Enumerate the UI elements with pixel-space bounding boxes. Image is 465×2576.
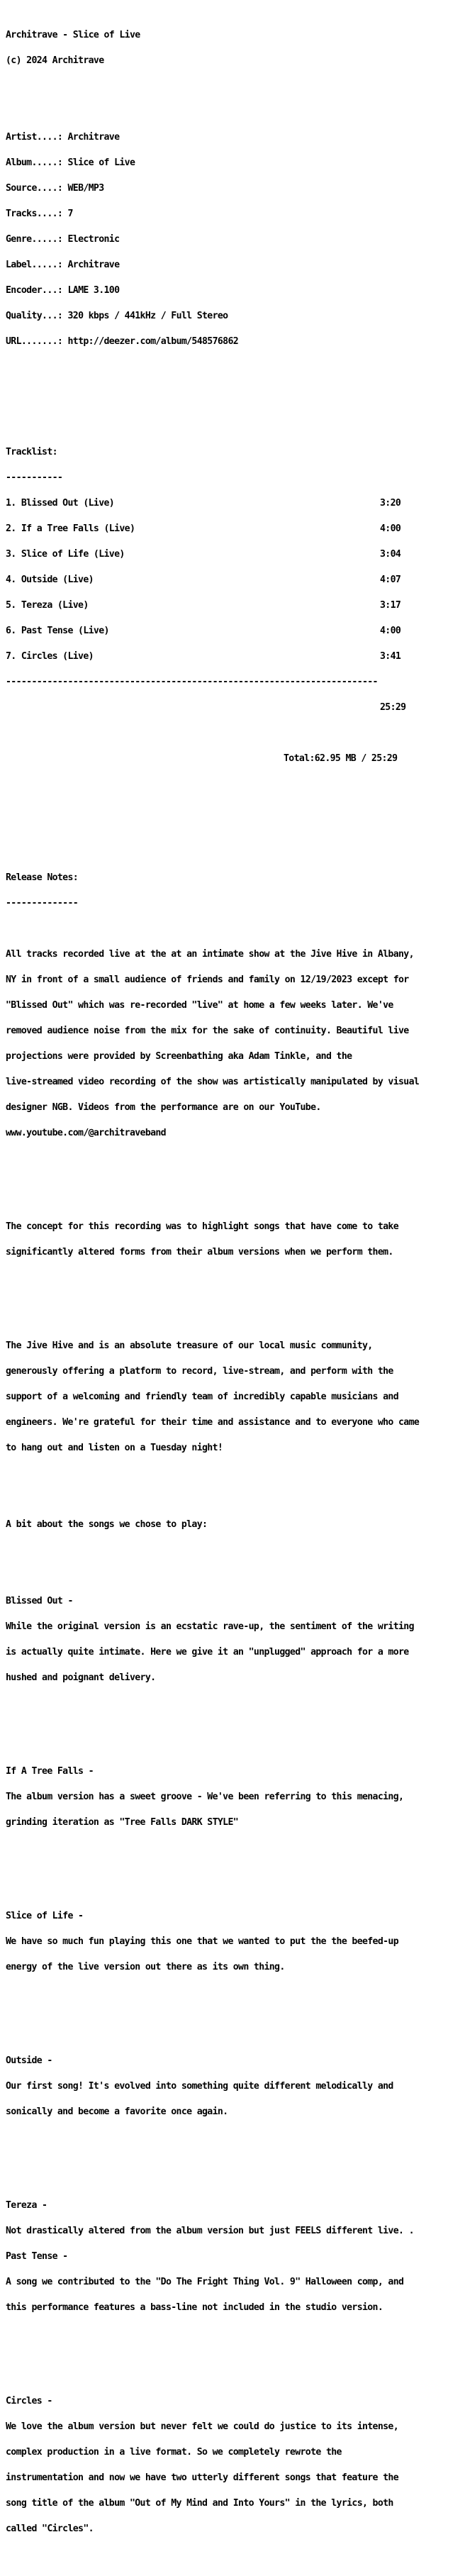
- song-note-tereza-past-tense: Tereza - Not drastically altered from the album version but just FEELS different live. . Past Tense - A song we contributed to the "Do The Fright Thing Vol. 9" Halloween comp, and this performance features a bass-line not included in the studio version.: [6, 2200, 414, 2313]
- info-row-quality: Quality...: 320 kbps / 441kHz / Full Stereo: [6, 311, 228, 321]
- notes-intro-paragraph: All tracks recorded live at the at an intimate show at the Jive Hive in Albany, NY in front of a small audience of friends and family on 12/19/2023 except for "Blissed Out" which was re-recorded "live" at home a few weeks later. We've removed audience noise from the mix for the sake of continuity. Beautiful live projections were provided by Screenbathing aka Adam Tinkle, and the live-streamed video recording of the show was artistically manipulated by visual designer NGB. Videos from the performance are on our YouTube. www.youtube.com/@architraveband: [6, 949, 420, 1138]
- tracklist-heading: Tracklist:: [6, 447, 57, 457]
- track-row: 2. If a Tree Falls (Live) 4:00: [6, 523, 401, 534]
- info-block: [6, 116, 465, 363]
- info-row-encoder: Encoder...: LAME 3.100: [6, 285, 120, 296]
- track-row: 7. Circles (Live) 3:41: [6, 651, 401, 662]
- info-row-album: Album.....: Slice of Live: [6, 157, 135, 168]
- notes-underline: --------------: [6, 898, 79, 909]
- tracklist-separator: ------------------------------------------------------------------------: [6, 677, 378, 687]
- track-row: 1. Blissed Out (Live) 3:20: [6, 498, 401, 509]
- info-row-source: Source....: WEB/MP3: [6, 183, 104, 194]
- info-row-genre: Genre.....: Electronic: [6, 234, 120, 245]
- songs-intro: A bit about the songs we chose to play:: [6, 1519, 208, 1530]
- song-note-blissed-out: Blissed Out - While the original version is an ecstatic rave-up, the sentiment of the writing is actually quite intimate. Here we give it an "unplugged" approach for a more hushed and poignant delivery.: [6, 1596, 414, 1683]
- track-row: 3. Slice of Life (Live) 3:04: [6, 549, 401, 560]
- release-notes: [6, 857, 465, 2567]
- tracklist-underline: -----------: [6, 472, 63, 483]
- song-note-if-a-tree-falls: If A Tree Falls - The album version has a sweet groove - We've been referring to this menacing, grinding iteration as "Tree Falls DARK STYLE": [6, 1766, 404, 1828]
- total-size-row: Total:62.95 MB / 25:29: [284, 753, 398, 764]
- notes-jive-hive-paragraph: The Jive Hive and is an absolute treasure of our local music community, generously offering a platform to record, live-stream, and perform with the support of a welcoming and friendly team of incredibly capable musicians and engineers. We're grateful for their time and assistance and to everyone who came to hang out and listen on a Tuesday night!: [6, 1340, 420, 1453]
- song-note-outside: Outside - Our first song! It's evolved into something quite different melodically and sonically and become a favorite once again.: [6, 2055, 393, 2117]
- total-time-row: 25:29: [380, 702, 406, 713]
- info-row-artist: Artist....: Architrave: [6, 132, 120, 143]
- release-title: Architrave - Slice of Live: [6, 30, 140, 40]
- track-row: 6. Past Tense (Live) 4:00: [6, 626, 401, 636]
- info-row-tracks: Tracks....: 7: [6, 209, 73, 219]
- info-row-url: URL.......: http://deezer.com/album/548576862: [6, 336, 239, 347]
- track-row: 5. Tereza (Live) 3:17: [6, 600, 401, 611]
- track-row: 4. Outside (Live) 4:07: [6, 574, 401, 585]
- notes-heading: Release Notes:: [6, 872, 79, 883]
- song-note-slice-of-life: Slice of Life - We have so much fun playing this one that we wanted to put the the beefed-up energy of the live version out there as its own thing.: [6, 1911, 399, 1972]
- info-row-label: Label.....: Architrave: [6, 260, 120, 270]
- copyright-line: (c) 2024 Architrave: [6, 55, 104, 66]
- song-note-circles: Circles - We love the album version but never felt we could do justice to its intense, complex production in a live format. So we completely rewrote the instrumentation and now we have two utterly different songs that feature the song title of the album "Out of My Mind and Into Yours" in the lyrics, both called "Circles".: [6, 2396, 399, 2534]
- notes-concept-paragraph: The concept for this recording was to highlight songs that have come to take significantly altered forms from their album versions when we perform them.: [6, 1221, 399, 1258]
- tracklist: [6, 431, 465, 780]
